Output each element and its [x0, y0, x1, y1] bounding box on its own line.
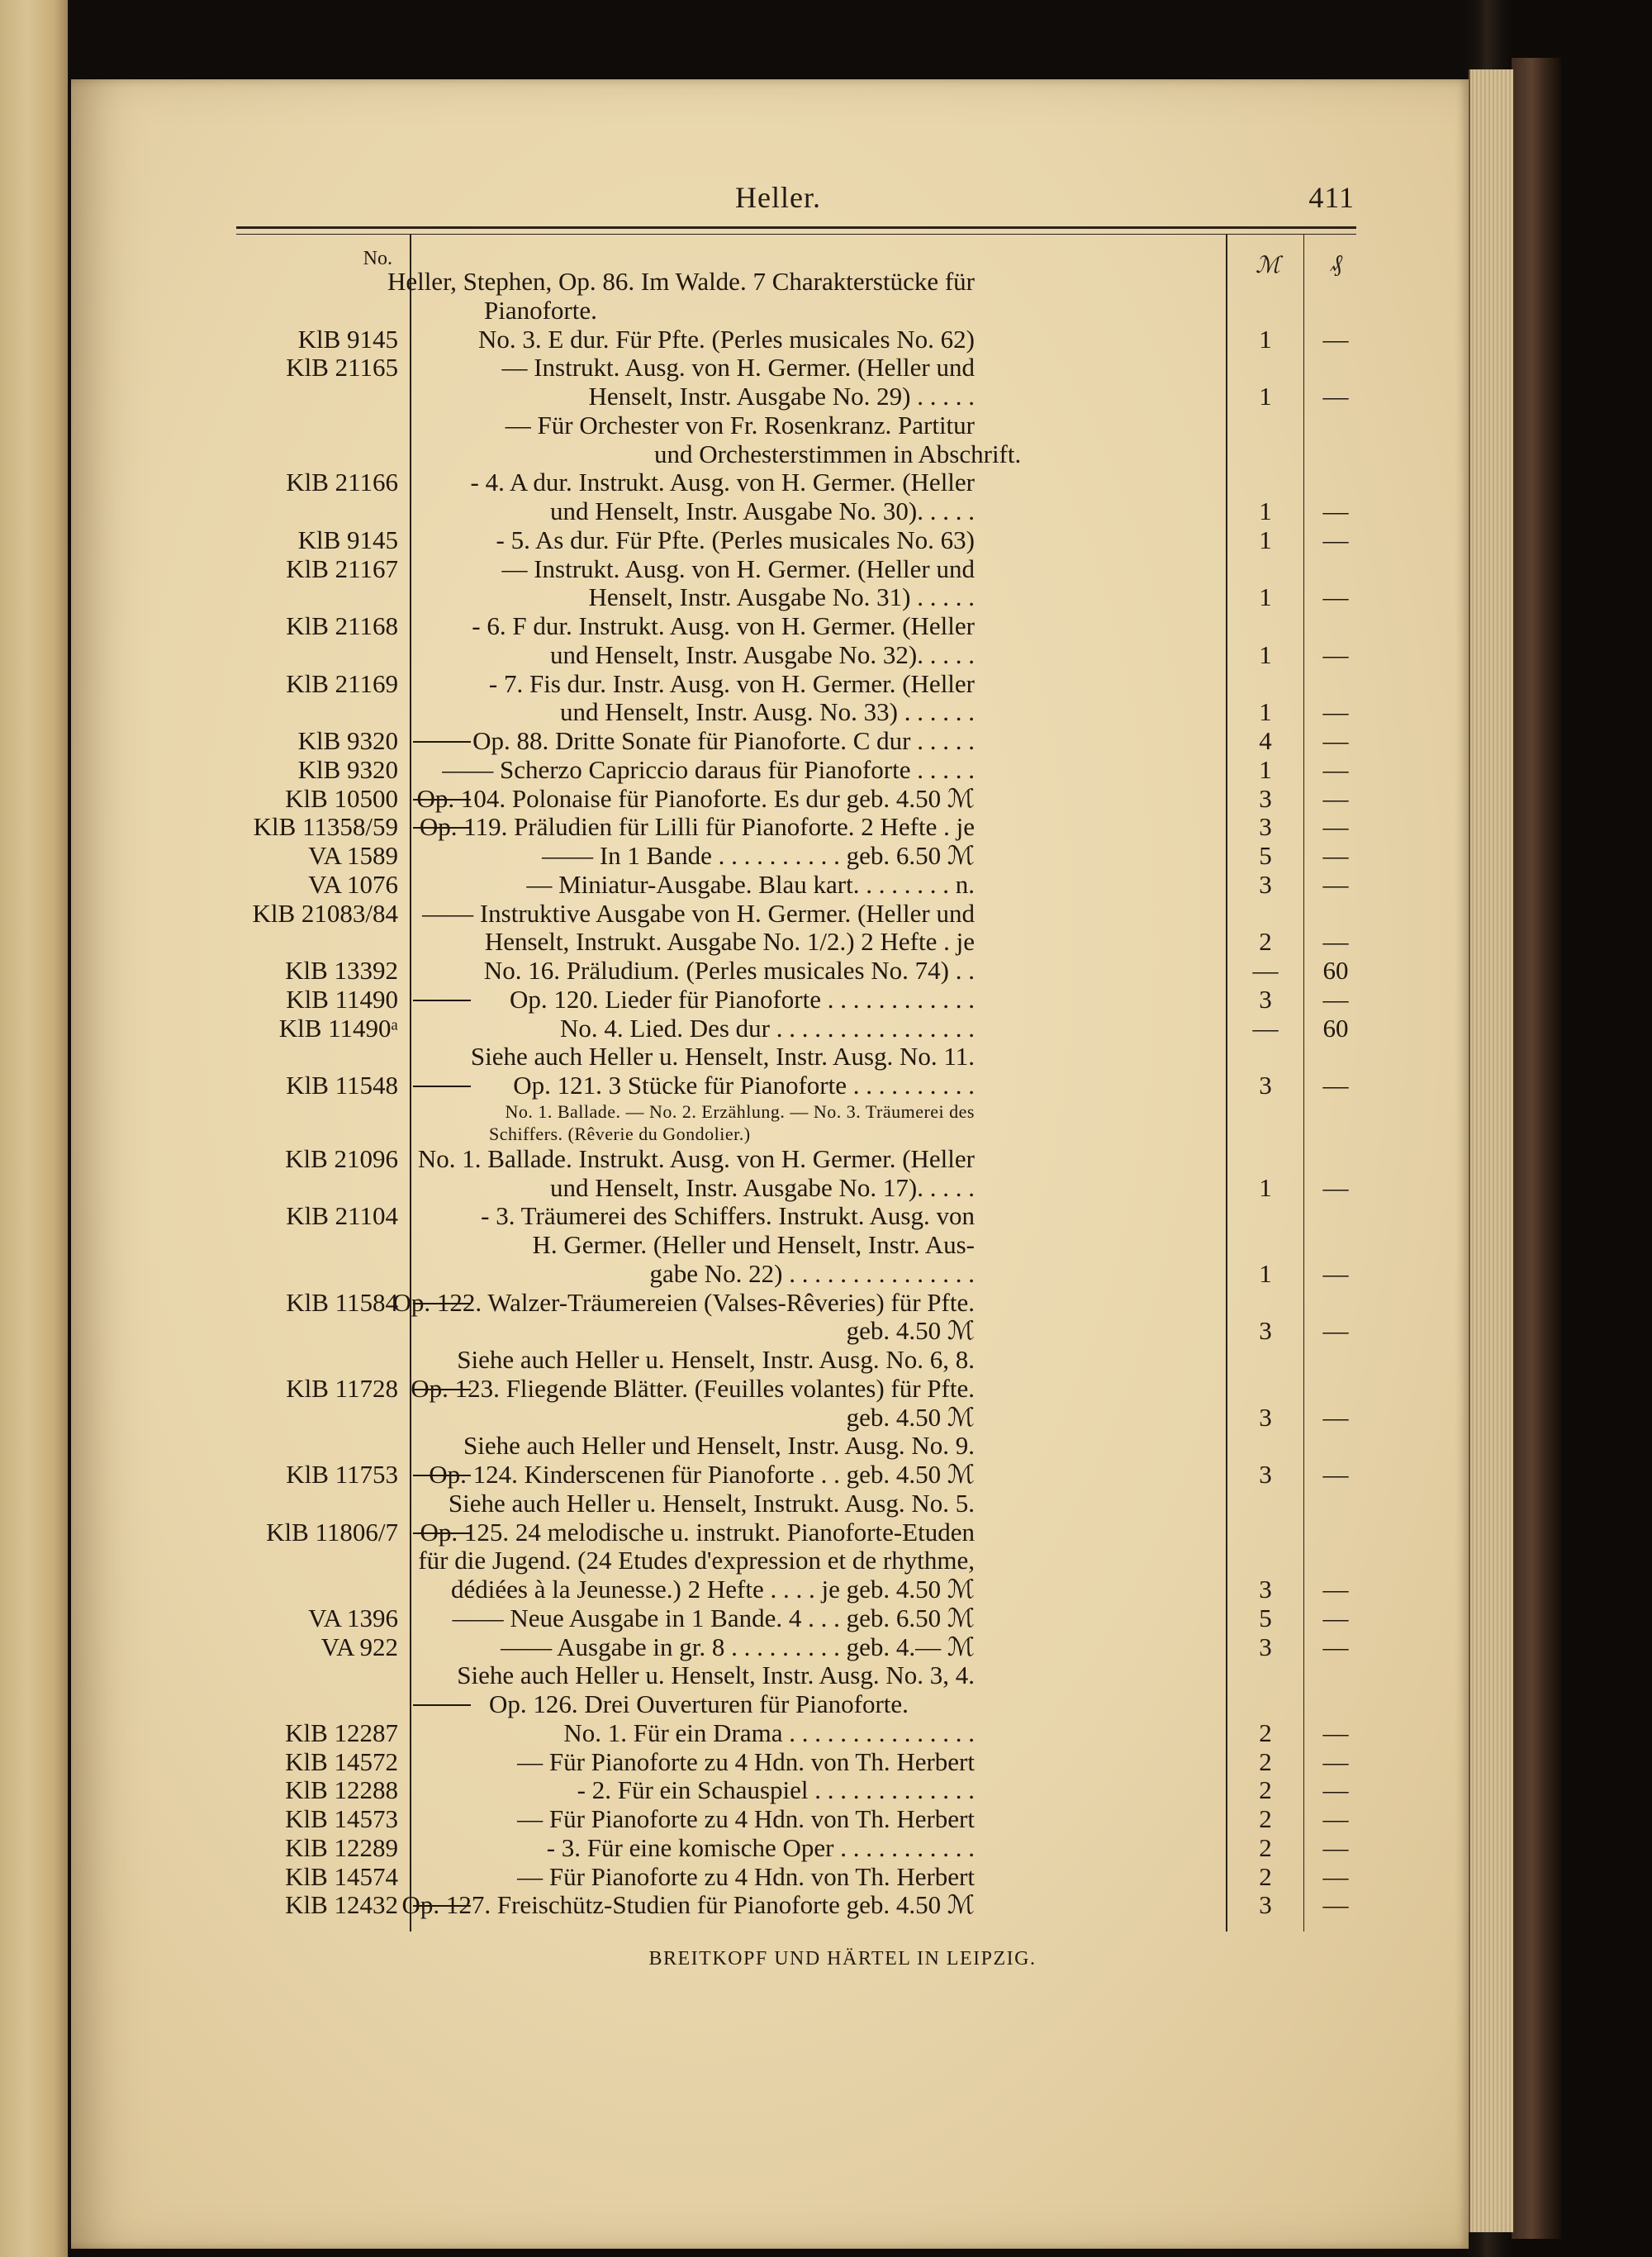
price-mark: 4: [1259, 726, 1272, 755]
price-mark: 2: [1259, 1832, 1272, 1862]
catalog-row: [0, 583, 1404, 612]
catalog-number: KlB 21168: [286, 611, 398, 640]
catalog-row: [0, 756, 1404, 785]
entry-dash: [413, 741, 471, 743]
entry-text: No. 4. Lied. Des dur . . . . . . . . . . . . . . . .: [560, 1013, 975, 1043]
catalog-number: KlB 11358/59: [253, 812, 398, 842]
catalog-row: [0, 1863, 1404, 1892]
entry-text: Op. 121. 3 Stücke für Pianoforte . . . . . . . . . .: [513, 1071, 975, 1100]
entry-text: Op. 125. 24 melodische u. instrukt. Pianoforte-Etuden: [420, 1517, 975, 1547]
price-mark: 1: [1259, 1258, 1272, 1288]
catalog-number: KlB 21169: [286, 668, 398, 698]
entry-text: —— Ausgabe in gr. 8 . . . . . . . . . geb. 4.— ℳ: [501, 1632, 975, 1661]
price-pfennig: —: [1322, 1316, 1349, 1346]
entry-text: No. 1. Für ein Drama . . . . . . . . . . . . . . .: [563, 1718, 975, 1747]
catalog-row: [0, 268, 1404, 297]
catalog-row: [0, 1100, 1404, 1123]
entry-text: —— Neue Ausgabe in 1 Bande. 4 . . . geb. 6.50 ℳ: [452, 1603, 975, 1632]
catalog-row: [0, 1690, 1404, 1719]
price-pfennig: —: [1322, 1603, 1349, 1632]
price-pfennig: —: [1322, 1718, 1349, 1747]
catalog-number: VA 1396: [308, 1603, 398, 1632]
price-mark: 3: [1259, 1575, 1272, 1604]
catalog-number: KlB 21104: [286, 1201, 398, 1231]
entry-text: — Für Pianoforte zu 4 Hdn. von Th. Herbert: [517, 1861, 975, 1891]
catalog-number: KlB 10500: [285, 783, 398, 813]
price-mark: 1: [1259, 382, 1272, 411]
catalog-row: [0, 1404, 1404, 1433]
price-pfennig: —: [1322, 1071, 1349, 1100]
price-mark: 2: [1259, 1861, 1272, 1891]
catalog-row: [0, 1776, 1404, 1805]
catalog-row: [0, 1604, 1404, 1633]
price-mark: —: [1252, 956, 1279, 985]
price-pfennig: —: [1322, 525, 1349, 554]
entry-text: No. 3. E dur. Für Pfte. (Perles musicales No. 62): [478, 324, 975, 354]
price-mark: 1: [1259, 497, 1272, 525]
catalog-row: [0, 1461, 1404, 1490]
catalog-number: KlB 14573: [285, 1804, 398, 1833]
entry-text: — Für Orchester von Fr. Rosenkranz. Partitur: [505, 410, 975, 440]
price-pfennig: 60: [1322, 956, 1349, 985]
catalog-number: KlB 21083/84: [252, 898, 398, 928]
entry-text: Pianoforte.: [484, 295, 597, 325]
catalog-number: KlB 12287: [285, 1718, 398, 1747]
entry-text: No. 1. Ballade. Instrukt. Ausg. von H. Germer. (Heller: [417, 1143, 975, 1173]
catalog-number: KlB 11490: [286, 984, 398, 1014]
price-mark: 3: [1259, 1890, 1272, 1920]
entry-text: — Instrukt. Ausg. von H. Germer. (Heller und: [501, 353, 975, 383]
price-pfennig: —: [1322, 754, 1349, 784]
entry-text: und Henselt, Instr. Ausgabe No. 17). . . . .: [549, 1172, 975, 1202]
header-rule-top: [236, 226, 1356, 229]
entry-dash: [413, 1086, 471, 1087]
entry-text: Op. 127. Freischütz-Studien für Pianoforte geb. 4.50 ℳ: [401, 1890, 975, 1920]
price-pfennig: —: [1322, 1775, 1349, 1805]
catalog-row: [0, 785, 1404, 814]
catalog-row: [0, 297, 1404, 325]
catalog-row: [0, 1834, 1404, 1863]
entry-text: Op. 104. Polonaise für Pianoforte. Es dur geb. 4.50 ℳ: [416, 783, 975, 813]
catalog-row: [0, 411, 1404, 440]
catalog-row: [0, 468, 1404, 497]
entry-text: Henselt, Instrukt. Ausgabe No. 1/2.) 2 Hefte . je: [484, 927, 975, 957]
price-mark: 5: [1259, 841, 1272, 870]
catalog-number: KlB 9145: [297, 324, 398, 354]
catalog-row: [0, 354, 1404, 383]
catalog-row: [0, 1547, 1404, 1575]
entry-text: - 7. Fis dur. Instr. Ausg. von H. Germer. (Heller: [488, 668, 975, 698]
price-pfennig: —: [1322, 1172, 1349, 1202]
entry-text: Henselt, Instr. Ausgabe No. 29) . . . . .: [588, 382, 975, 411]
catalog-number: KlB 21166: [286, 468, 398, 497]
price-pfennig: —: [1322, 726, 1349, 755]
price-pfennig: —: [1322, 1460, 1349, 1489]
price-pfennig: 60: [1322, 1013, 1349, 1043]
price-pfennig: —: [1322, 697, 1349, 727]
catalog-row: [0, 1231, 1404, 1260]
catalog-number: KlB 21167: [286, 554, 398, 583]
publisher-footer: BREITKOPF UND HÄRTEL IN LEIPZIG.: [648, 1948, 1037, 1970]
catalog-number: KlB 12432: [285, 1890, 398, 1920]
catalog-number: KlB 14574: [285, 1861, 398, 1891]
entry-text: für die Jugend. (24 Etudes d'expression et de rhythme,: [418, 1546, 975, 1575]
catalog-number: KlB 12288: [285, 1775, 398, 1805]
catalog-row: [0, 1661, 1404, 1690]
price-pfennig: —: [1322, 324, 1349, 354]
catalog-row: [0, 670, 1404, 699]
price-pfennig: —: [1322, 869, 1349, 899]
running-title: Heller.: [735, 181, 821, 214]
catalog-row: [0, 1071, 1404, 1100]
price-pfennig: —: [1322, 783, 1349, 813]
price-pfennig: —: [1322, 1575, 1349, 1604]
price-pfennig: —: [1322, 497, 1349, 525]
catalog-row: [0, 871, 1404, 900]
price-pfennig: —: [1322, 984, 1349, 1014]
catalog-row: [0, 986, 1404, 1014]
entry-text: - 2. Für ein Schauspiel . . . . . . . . . . . . .: [577, 1775, 975, 1805]
catalog-number: KlB 21165: [286, 353, 398, 383]
header-rule-bottom: [236, 234, 1356, 235]
price-mark: 2: [1259, 927, 1272, 957]
catalog-number: KlB 9145: [297, 525, 398, 554]
catalog-row: [0, 555, 1404, 584]
price-mark: 2: [1259, 1775, 1272, 1805]
entry-text: - 5. As dur. Für Pfte. (Perles musicales No. 63): [496, 525, 975, 554]
price-mark: 2: [1259, 1718, 1272, 1747]
catalog-row: [0, 1123, 1404, 1145]
price-mark: 3: [1259, 812, 1272, 842]
entry-text: Siehe auch Heller u. Henselt, Instr. Ausg. No. 11.: [470, 1042, 975, 1071]
entry-text: —— Scherzo Capriccio daraus für Pianoforte . . . . .: [442, 754, 975, 784]
entry-text: —— In 1 Bande . . . . . . . . . . geb. 6.50 ℳ: [542, 841, 975, 870]
entry-text: Op. 123. Fliegende Blätter. (Feuilles volantes) für Pfte.: [411, 1373, 975, 1403]
entry-text: — Für Pianoforte zu 4 Hdn. von Th. Herbert: [517, 1746, 975, 1776]
price-pfennig: —: [1322, 1746, 1349, 1776]
price-pfennig: —: [1322, 639, 1349, 669]
catalog-row: [0, 1202, 1404, 1231]
catalog-number: VA 1589: [308, 841, 398, 870]
price-mark: 3: [1259, 869, 1272, 899]
price-pfennig: —: [1322, 1832, 1349, 1862]
catalog-row: [0, 727, 1404, 756]
price-mark: 3: [1259, 1316, 1272, 1346]
entry-text: und Orchesterstimmen in Abschrift.: [654, 439, 1022, 468]
entry-text: Op. 122. Walzer-Träumereien (Valses-Rêveries) für Pfte.: [392, 1287, 975, 1317]
entry-text: - 6. F dur. Instrukt. Ausg. von H. Germer. (Heller: [472, 611, 975, 640]
entry-text: — Instrukt. Ausg. von H. Germer. (Heller und: [501, 554, 975, 583]
entry-text: und Henselt, Instr. Ausgabe No. 30). . . . .: [549, 497, 975, 525]
catalog-row: [0, 1375, 1404, 1404]
entry-text: und Henselt, Instr. Ausg. No. 33) . . . . . .: [559, 697, 975, 727]
price-mark: 3: [1259, 783, 1272, 813]
entry-text: Op. 126. Drei Ouverturen für Pianoforte.: [489, 1689, 909, 1718]
catalog-number: KlB 11806/7: [266, 1517, 398, 1547]
catalog-number: KlB 13392: [285, 956, 398, 985]
catalog-row: [0, 641, 1404, 670]
entry-text: Henselt, Instr. Ausgabe No. 31) . . . . .: [588, 582, 975, 612]
book-binding: [1512, 58, 1561, 2239]
entry-text: Op. 119. Präludien für Lilli für Pianoforte. 2 Hefte . je: [419, 812, 975, 842]
price-mark: 1: [1259, 697, 1272, 727]
catalog-number: KlB 11753: [286, 1460, 398, 1489]
catalog-number: KlB 11728: [286, 1373, 398, 1403]
price-mark: 1: [1259, 639, 1272, 669]
catalog-row: [0, 383, 1404, 411]
catalog-row: [0, 1748, 1404, 1777]
price-mark: 1: [1259, 1172, 1272, 1202]
price-pfennig: —: [1322, 582, 1349, 612]
price-mark: 3: [1259, 1071, 1272, 1100]
catalog-row: [0, 1346, 1404, 1375]
catalog-row: [0, 813, 1404, 842]
catalog-number: KlB 14572: [285, 1746, 398, 1776]
catalog-row: [0, 1518, 1404, 1547]
catalog-row: [0, 1719, 1404, 1748]
catalog-row: [0, 1805, 1404, 1834]
catalog-row: [0, 497, 1404, 526]
entry-text: No. 16. Präludium. (Perles musicales No. 74) . .: [483, 956, 975, 985]
catalog-row: [0, 900, 1404, 929]
catalog-row: [0, 1432, 1404, 1461]
price-mark: 2: [1259, 1746, 1272, 1776]
price-mark: 5: [1259, 1603, 1272, 1632]
catalog-number: VA 922: [320, 1632, 398, 1661]
entry-text: Siehe auch Heller u. Henselt, Instr. Ausg. No. 3, 4.: [457, 1661, 975, 1690]
catalog-row: [0, 325, 1404, 354]
entry-text: Siehe auch Heller u. Henselt, Instr. Ausg. No. 6, 8.: [457, 1345, 975, 1374]
catalog-row: [0, 698, 1404, 727]
catalog-row: [0, 612, 1404, 641]
entry-text: - 4. A dur. Instrukt. Ausg. von H. Germer. (Heller: [470, 468, 975, 497]
entry-text: dédiées à la Jeunesse.) 2 Hefte . . . . je geb. 4.50 ℳ: [450, 1575, 975, 1604]
catalog-number: KlB 12289: [285, 1832, 398, 1862]
entry-text: No. 1. Ballade. — No. 2. Erzählung. — No. 3. Träumerei des: [505, 1100, 975, 1122]
price-mark: 1: [1259, 754, 1272, 784]
entry-text: Op. 88. Dritte Sonate für Pianoforte. C dur . . . . .: [472, 726, 975, 755]
price-pfennig: —: [1322, 1890, 1349, 1920]
entry-text: — Für Pianoforte zu 4 Hdn. von Th. Herbert: [517, 1804, 975, 1833]
pfennig-column-header: ₰: [1331, 251, 1342, 277]
price-mark: 1: [1259, 324, 1272, 354]
catalog-number: KlB 11548: [286, 1071, 398, 1100]
catalog-number: KlB 11490ᵃ: [278, 1013, 398, 1043]
entry-text: geb. 4.50 ℳ: [846, 1316, 975, 1346]
entry-dash: [413, 1000, 471, 1001]
price-pfennig: —: [1322, 927, 1349, 957]
entry-text: und Henselt, Instr. Ausgabe No. 32). . . . .: [549, 639, 975, 669]
entry-text: Heller, Stephen, Op. 86. Im Walde. 7 Charakterstücke für: [387, 267, 975, 296]
catalog-number: VA 1076: [308, 869, 398, 899]
entry-text: —— Instruktive Ausgabe von H. Germer. (Heller und: [422, 898, 975, 928]
price-pfennig: —: [1322, 841, 1349, 870]
catalog-row: [0, 1633, 1404, 1662]
catalog-row: [0, 1575, 1404, 1604]
price-mark: 1: [1259, 525, 1272, 554]
price-mark: 2: [1259, 1804, 1272, 1833]
price-mark: 3: [1259, 984, 1272, 1014]
price-pfennig: —: [1322, 1804, 1349, 1833]
price-pfennig: —: [1322, 1861, 1349, 1891]
price-pfennig: —: [1322, 1258, 1349, 1288]
price-pfennig: —: [1322, 1632, 1349, 1661]
catalog-row: [0, 1014, 1404, 1043]
price-mark: 3: [1259, 1632, 1272, 1661]
catalog-row: [0, 1145, 1404, 1174]
entry-text: Op. 124. Kinderscenen für Pianoforte . . geb. 4.50 ℳ: [429, 1460, 975, 1489]
catalog-row: [0, 440, 1404, 469]
entry-text: gabe No. 22) . . . . . . . . . . . . . . .: [649, 1258, 975, 1288]
catalog-row: [0, 1490, 1404, 1518]
entry-text: geb. 4.50 ℳ: [846, 1402, 975, 1432]
page-fore-edge: [1469, 69, 1513, 2232]
entry-text: - 3. Träumerei des Schiffers. Instrukt. Ausg. von: [481, 1201, 975, 1231]
catalog-row: [0, 842, 1404, 871]
catalog-row: [0, 1289, 1404, 1318]
number-column-header: No.: [363, 248, 392, 269]
entry-text: Op. 120. Lieder für Pianoforte . . . . . . . . . . . .: [509, 984, 975, 1014]
catalog-row: [0, 526, 1404, 555]
entry-text: H. Germer. (Heller und Henselt, Instr. Aus-: [532, 1230, 975, 1259]
page-number: 411: [1308, 181, 1355, 214]
mark-column-header: ℳ: [1256, 253, 1280, 278]
price-mark: 1: [1259, 582, 1272, 612]
entry-text: Schiffers. (Rêverie du Gondolier.): [489, 1123, 751, 1144]
catalog-entries: [0, 268, 1404, 1920]
catalog-row: [0, 1317, 1404, 1346]
catalog-number: KlB 21096: [285, 1143, 398, 1173]
price-pfennig: —: [1322, 1402, 1349, 1432]
price-pfennig: —: [1322, 812, 1349, 842]
catalog-row: [0, 1891, 1404, 1920]
entry-text: - 3. Für eine komische Oper . . . . . . . . . . .: [546, 1832, 975, 1862]
catalog-number: KlB 9320: [297, 726, 398, 755]
entry-text: Siehe auch Heller und Henselt, Instr. Ausg. No. 9.: [463, 1431, 975, 1461]
price-mark: —: [1252, 1013, 1279, 1043]
price-pfennig: —: [1322, 382, 1349, 411]
catalog-row: [0, 1174, 1404, 1203]
catalog-row: [0, 957, 1404, 986]
catalog-row: [0, 1260, 1404, 1289]
entry-dash: [413, 1704, 471, 1706]
entry-text: — Miniatur-Ausgabe. Blau kart. . . . . . . . n.: [526, 869, 975, 899]
price-mark: 3: [1259, 1402, 1272, 1432]
entry-text: Siehe auch Heller u. Henselt, Instrukt. Ausg. No. 5.: [448, 1488, 975, 1518]
catalog-row: [0, 928, 1404, 957]
catalog-number: KlB 9320: [297, 754, 398, 784]
catalog-row: [0, 1043, 1404, 1071]
price-mark: 3: [1259, 1460, 1272, 1489]
catalog-number: KlB 11584: [286, 1287, 398, 1317]
